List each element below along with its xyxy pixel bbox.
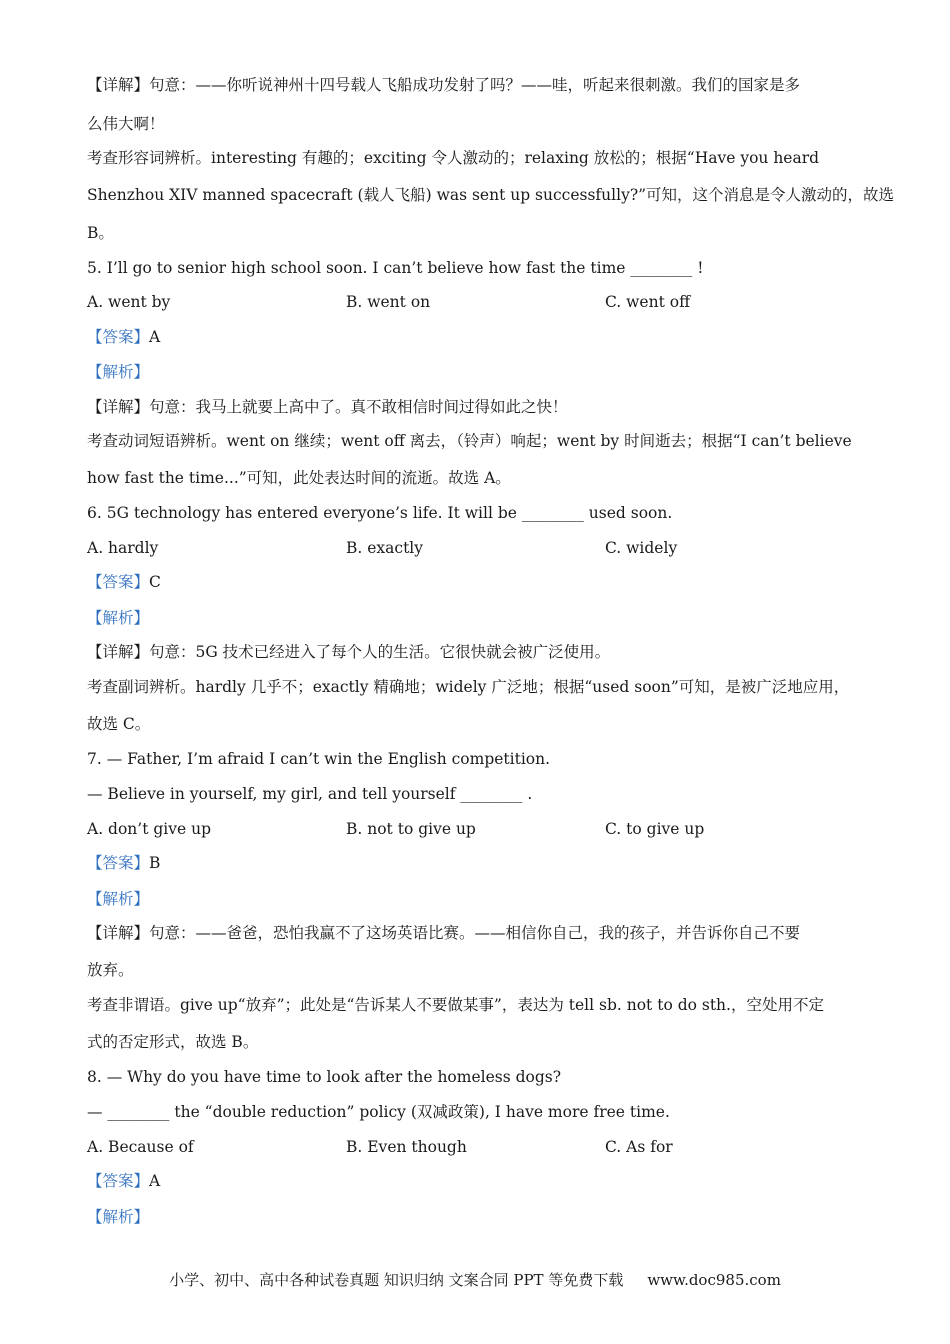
q6-question: 6. 5G technology has entered everyone’s life. It will be ________ used soon. [87, 504, 673, 522]
q7-analysis-line2: 式的否定形式，故选 B。 [87, 1033, 259, 1051]
q7-option-c: C. to give up [605, 820, 705, 838]
q5-option-b: B. went on [346, 293, 431, 311]
q6-option-b: B. exactly [346, 539, 424, 557]
q7-option-b: B. not to give up [346, 820, 476, 838]
jiexi-tag: 【解析】 [87, 890, 150, 908]
q6-analysis-line2: 故选 C。 [87, 715, 151, 733]
q5-answer [87, 327, 867, 347]
q5-option-a: A. went by [87, 293, 171, 311]
q7-answer [87, 853, 867, 873]
q7-detail-line2: 放弃。 [87, 961, 134, 979]
q4-analysis-line1: 考查形容词辨析。interesting 有趣的；exciting 令人激动的；relaxing 放松的；根据“Have you heard [87, 149, 820, 167]
q4-detail-line1: 【详解】句意：——你听说神州十四号载人飞船成功发射了吗？——哇，听起来很刺激。我们的国家是多 [87, 76, 801, 94]
q8-answer [87, 1171, 867, 1191]
q4-analysis-line2: Shenzhou XIV manned spacecraft (载人飞船) was sent up successfully?”可知，这个消息是令人激动的，故选 [87, 186, 895, 204]
footer-text: 小学、初中、高中各种试卷真题 知识归纳 文案合同 PPT 等免费下载 [169, 1271, 624, 1289]
q5-question: 5. I’ll go to senior high school soon. I can’t believe how fast the time ________ ! [87, 259, 704, 277]
q4-detail-line2: 么伟大啊！ [87, 115, 165, 133]
q7-question-line1: 7. — Father, I’m afraid I can’t win the English competition. [87, 750, 551, 768]
q8-jiexi [87, 1207, 867, 1227]
jiexi-tag: 【解析】 [87, 363, 150, 381]
answer-value: B [149, 854, 161, 872]
answer-tag: 【答案】 [87, 573, 150, 591]
q4-analysis-line3: B。 [87, 224, 114, 242]
jiexi-tag: 【解析】 [87, 1208, 150, 1226]
page-footer [0, 1270, 950, 1290]
q7-question-line2: — Believe in yourself, my girl, and tell yourself ________ . [87, 785, 533, 803]
q5-jiexi [87, 362, 867, 382]
q6-option-c: C. widely [605, 539, 678, 557]
q6-jiexi [87, 608, 867, 628]
answer-value: A [149, 328, 161, 346]
q8-question-line1: 8. — Why do you have time to look after the homeless dogs? [87, 1068, 562, 1086]
answer-value: C [149, 573, 161, 591]
q8-option-c: C. As for [605, 1138, 673, 1156]
answer-tag: 【答案】 [87, 328, 150, 346]
answer-tag: 【答案】 [87, 854, 150, 872]
q6-answer [87, 572, 867, 592]
q8-option-a: A. Because of [87, 1138, 194, 1156]
q7-jiexi [87, 889, 867, 909]
q5-detail-line1: 【详解】句意：我马上就要上高中了。真不敢相信时间过得如此之快！ [87, 398, 568, 416]
q7-detail-line1: 【详解】句意：——爸爸，恐怕我赢不了这场英语比赛。——相信你自己，我的孩子，并告诉你自己不要 [87, 924, 801, 942]
q6-analysis-line1: 考查副词辨析。hardly 几乎不；exactly 精确地；widely 广泛地；根据“used soon”可知，是被广泛地应用， [87, 678, 850, 696]
footer-url[interactable]: www.doc985.com [647, 1271, 781, 1289]
q7-analysis-line1: 考查非谓语。give up“放弃”；此处是“告诉某人不要做某事”，表达为 tell sb. not to do sth.，空处用不定 [87, 996, 824, 1014]
answer-value: A [149, 1172, 161, 1190]
q8-question-line2: — ________ the “double reduction” policy (双减政策), I have more free time. [87, 1103, 670, 1121]
answer-tag: 【答案】 [87, 1172, 150, 1190]
q5-analysis-line2: how fast the time...”可知，此处表达时间的流逝。故选 A。 [87, 469, 511, 487]
q5-option-c: C. went off [605, 293, 691, 311]
q6-detail-line1: 【详解】句意：5G 技术已经进入了每个人的生活。它很快就会被广泛使用。 [87, 643, 611, 661]
q5-analysis-line1: 考查动词短语辨析。went on 继续；went off 离去，（铃声）响起；went by 时间逝去；根据“I can’t believe [87, 432, 852, 450]
q7-option-a: A. don’t give up [87, 820, 212, 838]
jiexi-tag: 【解析】 [87, 609, 150, 627]
q6-option-a: A. hardly [87, 539, 159, 557]
q8-option-b: B. Even though [346, 1138, 467, 1156]
